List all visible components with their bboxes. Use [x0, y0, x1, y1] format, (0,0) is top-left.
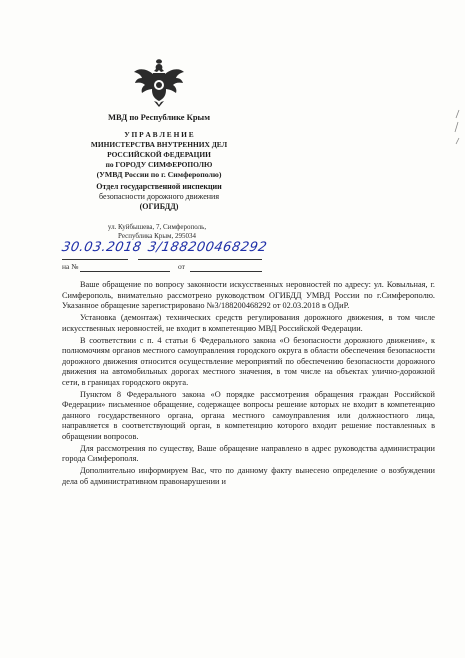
body-paragraph: Пунктом 8 Федерального закона «О порядке рассмотрения обращения граждан Российской Федерации» письменное обращение, содержащее вопросы решение которых не входит в компетенцию данного государственного органа, органа местного самоуправления или должностного лица, направляется в соответствующий орган, в компетенцию которого входит решение поставленных в обращении вопросов.: [62, 389, 435, 441]
body-paragraph: Ваше обращение по вопросу законности искусственных неровностей по адресу: ул. Ковыльная, г. Симферополь, внимательно рассмотрено руководством ОГИБДД УМВД России по г.Симферополю. Указанное обращение зарегистрировано №3/188200468292 от 02.03.2018 в ОДиР.: [62, 280, 435, 310]
ref-date-underline: [190, 271, 262, 272]
address-line: Республика Крым, 295034: [118, 232, 196, 240]
double-headed-eagle-emblem: [132, 58, 186, 108]
margin-scan-mark: [453, 108, 461, 178]
body-paragraph: Установка (демонтаж) технических средств регулирования дорожного движения, в том числе искусственных неровностей, не входит в компетенцию МВД Российской Федерации.: [62, 313, 435, 333]
department-line: У П Р А В Л Е Н И Е: [124, 130, 194, 139]
department-line: МИНИСТЕРСТВА ВНУТРЕННИХ ДЕЛ: [90, 140, 228, 149]
body-paragraph: Дополнительно информируем Вас, что по данному факту вынесено определение о возбуждении дела об административном правонарушении и: [62, 466, 435, 486]
organization-name: МВД по Республике Крым: [108, 112, 210, 122]
date-underline: [62, 259, 128, 260]
letter-body: [62, 280, 435, 489]
department-line: РОССИЙСКОЙ ФЕДЕРАЦИИ: [107, 150, 211, 159]
department-block: [52, 130, 266, 180]
number-underline: [138, 259, 262, 260]
division-block: [52, 182, 266, 212]
body-paragraph: В соответствии с п. 4 статьи 6 Федерального закона «О безопасности дорожного движения», к полномочиям органов местного самоуправления городского округа в области обеспечения безопасности дорожного движения относится осуществление мероприятий по обеспечению безопасности дорожного движения на автомобильных дорогах местного значения, в том числе на объектах улично-дорожной сети, в границах городского округа.: [62, 335, 435, 387]
handwritten-number: 3/188200468292: [146, 240, 269, 255]
division-line: безопасности дорожного движения: [98, 192, 220, 201]
division-line: (ОГИБДД): [139, 202, 179, 211]
ref-number-underline: [80, 271, 170, 272]
reg-from-label: от: [178, 262, 185, 271]
address-block: [82, 223, 232, 241]
handwritten-date: 30.03.2018: [60, 240, 143, 255]
division-line: Отдел государственной инспекции: [96, 182, 222, 191]
reg-reference-label: на №: [62, 262, 79, 271]
department-line: (УМВД России по г. Симферополю): [96, 170, 222, 179]
address-line: ул. Куйбышева, 7, Симферополь,: [107, 223, 207, 231]
department-line: по ГОРОДУ СИМФЕРОПОЛЮ: [105, 160, 213, 169]
body-paragraph: Для рассмотрения по существу, Ваше обращение направлено в адрес руководства администрации города Симферополя.: [62, 443, 435, 463]
